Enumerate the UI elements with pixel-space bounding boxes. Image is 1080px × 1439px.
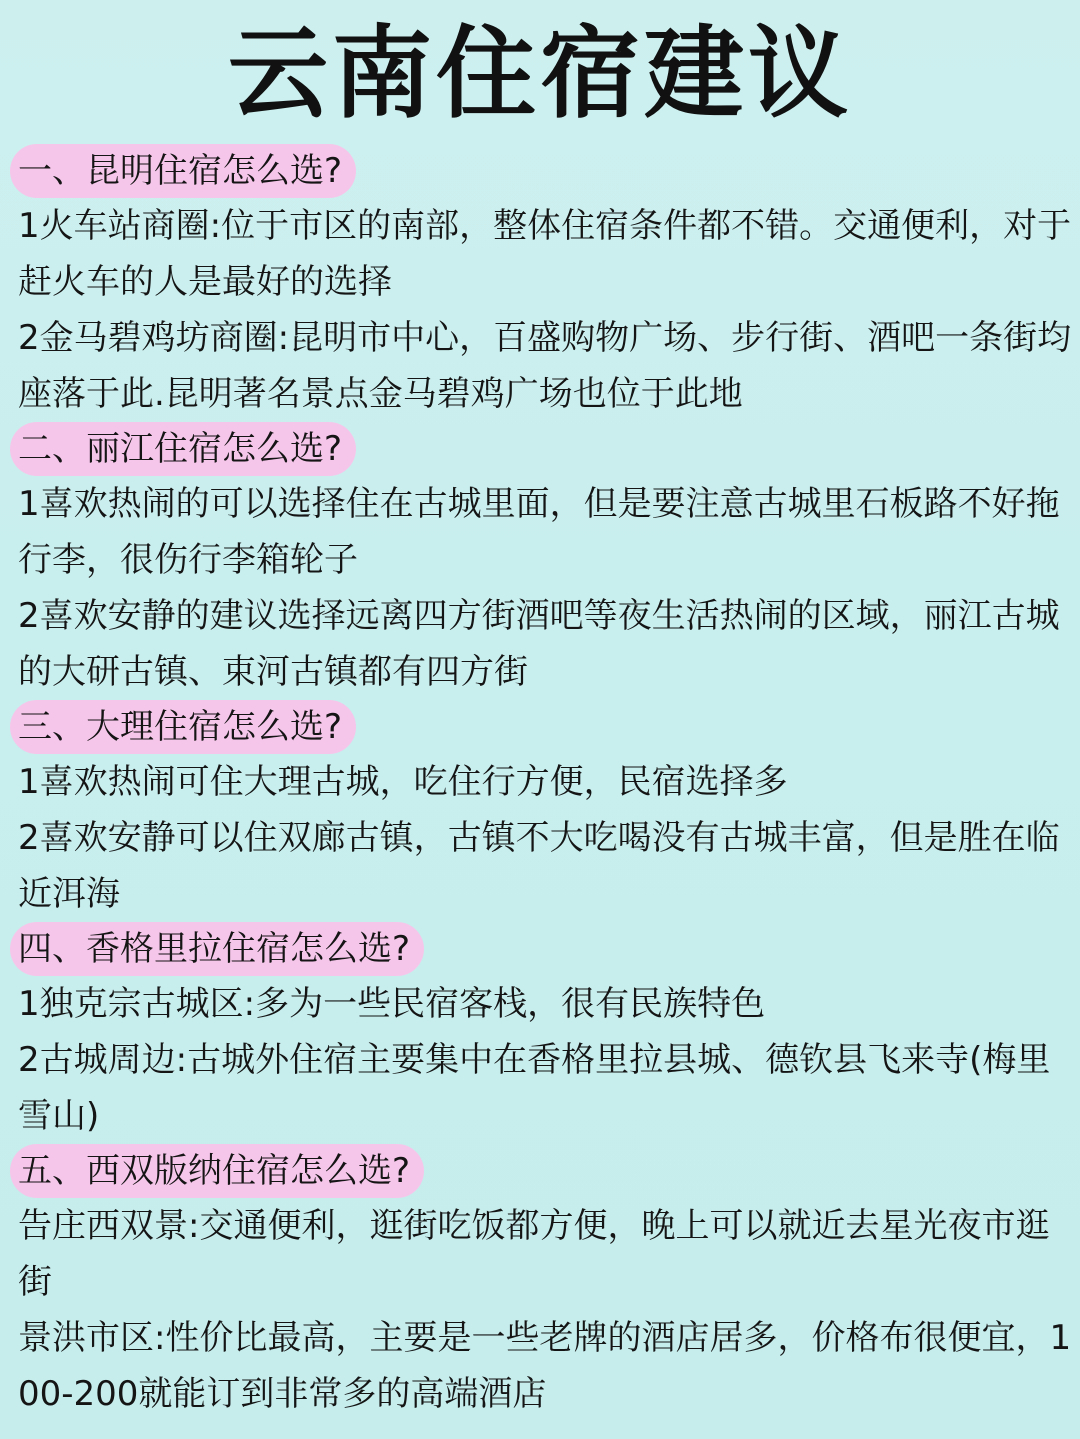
- section-heading: 二、丽江住宿怎么选?: [10, 422, 356, 476]
- paragraph: 2金马碧鸡坊商圈:昆明市中心，百盛购物广场、步行街、酒吧一条街均座落于此.昆明著名景点金马碧鸡广场也位于此地: [18, 318, 1072, 414]
- section-heading: 五、西双版纳住宿怎么选?: [10, 1144, 424, 1198]
- section-lijiang: [14, 422, 1072, 700]
- page-title: 云南住宿建议: [228, 15, 852, 132]
- paragraph: 1火车站商圈:位于市区的南部，整体住宿条件都不错。交通便利，对于赶火车的人是最好的选择: [18, 206, 1072, 302]
- paragraph: 1喜欢热闹的可以选择住在古城里面，但是要注意古城里石板路不好拖行李，很伤行李箱轮子: [18, 484, 1060, 580]
- paragraph: 告庄西双景:交通便利，逛街吃饭都方便，晚上可以就近去星光夜市逛街: [18, 1206, 1050, 1302]
- section-heading: 四、香格里拉住宿怎么选?: [10, 922, 424, 976]
- paragraph: 景洪市区:性价比最高，主要是一些老牌的酒店居多，价格布很便宜，100-200就能订到非常多的高端酒店: [18, 1318, 1072, 1414]
- section-shangrila: [14, 922, 1072, 1144]
- section-heading: 一、昆明住宿怎么选?: [10, 144, 356, 198]
- paragraph: 2喜欢安静可以住双廊古镇，古镇不大吃喝没有古城丰富，但是胜在临近洱海: [18, 818, 1060, 914]
- content: [14, 144, 1072, 1422]
- paragraph: 2喜欢安静的建议选择远离四方街酒吧等夜生活热闹的区域，丽江古城的大研古镇、束河古镇都有四方街: [18, 596, 1060, 692]
- section-dali: [14, 700, 1072, 922]
- section-heading: 三、大理住宿怎么选?: [10, 700, 356, 754]
- paragraph: 1喜欢热闹可住大理古城，吃住行方便，民宿选择多: [18, 762, 788, 802]
- paragraph: 2古城周边:古城外住宿主要集中在香格里拉县城、德钦县飞来寺(梅里雪山): [18, 1040, 1051, 1136]
- section-kunming: [14, 144, 1072, 422]
- section-xishuangbanna: [14, 1144, 1072, 1422]
- paragraph: 1独克宗古城区:多为一些民宿客栈，很有民族特色: [18, 984, 766, 1024]
